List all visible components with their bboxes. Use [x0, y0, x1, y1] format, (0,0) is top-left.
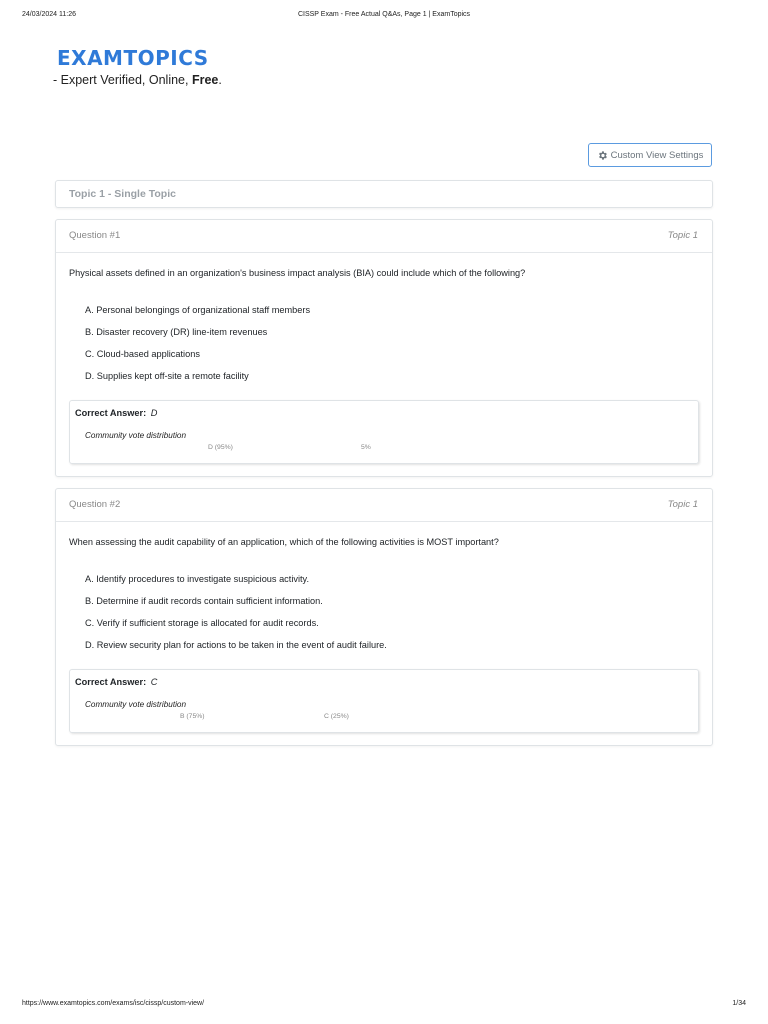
page-number: 1/34	[732, 1000, 746, 1007]
choices-list	[85, 574, 387, 662]
settings-button-label: Custom View Settings	[610, 149, 704, 161]
tagline	[53, 73, 222, 87]
vote-distribution-item: C (25%)	[324, 713, 349, 720]
question-header	[56, 489, 712, 522]
choice-c[interactable]: C. Verify if sufficient storage is allocated for audit records.	[85, 618, 319, 628]
print-header	[22, 11, 746, 23]
question-number: Question #1	[69, 230, 121, 241]
question-header	[56, 220, 712, 253]
correct-answer-box	[69, 400, 699, 464]
correct-answer-label: Correct Answer:	[75, 408, 147, 418]
vote-distribution-label: Community vote distribution	[85, 431, 187, 440]
logo-text: EXAMTOPICS	[57, 46, 209, 70]
question-number: Question #2	[69, 499, 121, 510]
vote-distribution-item: B (75%)	[180, 713, 205, 720]
question-text: Physical assets defined in an organization's business impact analysis (BIA) could include which of the following?	[69, 268, 526, 278]
choice-c[interactable]: C. Cloud-based applications	[85, 349, 200, 359]
topic-header-card	[55, 180, 713, 208]
choice-d[interactable]: D. Review security plan for actions to be taken in the event of audit failure.	[85, 640, 387, 650]
choice-a[interactable]: A. Identify procedures to investigate suspicious activity.	[85, 574, 310, 584]
gear-icon	[597, 150, 608, 161]
choice-b[interactable]: B. Disaster recovery (DR) line-item revenues	[85, 327, 268, 337]
question-card	[55, 219, 713, 477]
correct-answer-label: Correct Answer:	[75, 677, 147, 687]
question-text: When assessing the audit capability of an application, which of the following activities is MOST important?	[69, 537, 499, 547]
correct-answer-value: C	[150, 677, 158, 687]
correct-answer-value: D	[150, 408, 158, 418]
print-url: https://www.examtopics.com/exams/isc/cissp/custom-view/	[22, 1000, 205, 1007]
print-title: CISSP Exam - Free Actual Q&As, Page 1 | ExamTopics	[297, 11, 471, 18]
choice-a[interactable]: A. Personal belongings of organizational staff members	[85, 305, 311, 315]
correct-answer-box	[69, 669, 699, 733]
tagline-prefix: - Expert Verified, Online,	[53, 73, 192, 87]
correct-answer	[75, 408, 157, 418]
tagline-bold: Free	[191, 73, 219, 87]
print-footer	[22, 1000, 746, 1010]
topic-title: Topic 1 - Single Topic	[69, 188, 176, 200]
correct-answer	[75, 677, 157, 687]
choice-b[interactable]: B. Determine if audit records contain sufficient information.	[85, 596, 323, 606]
question-topic: Topic 1	[667, 230, 698, 241]
print-date: 24/03/2024 11:26	[22, 11, 76, 18]
tagline-suffix: .	[218, 73, 222, 87]
vote-distribution-label: Community vote distribution	[85, 700, 187, 709]
choices-list	[85, 305, 310, 393]
question-card	[55, 488, 713, 746]
question-topic: Topic 1	[667, 499, 698, 510]
examtopics-logo[interactable]	[57, 46, 209, 70]
custom-view-settings-button[interactable]	[588, 143, 712, 167]
choice-d[interactable]: D. Supplies kept off-site a remote facility	[85, 371, 249, 381]
vote-distribution-item: 5%	[361, 444, 371, 451]
vote-distribution-item: D (95%)	[208, 444, 233, 451]
